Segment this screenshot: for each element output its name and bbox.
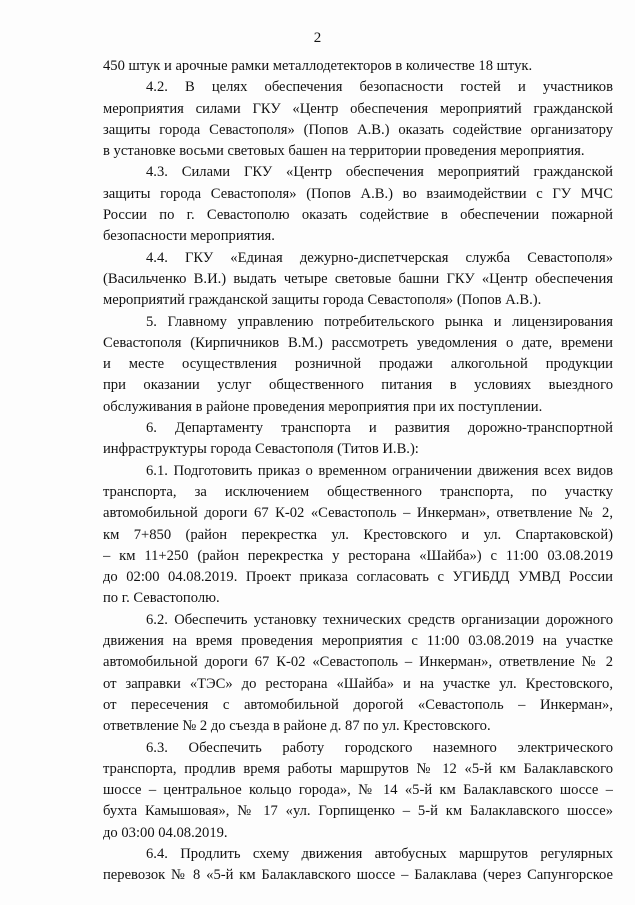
paragraph-p-6-3 bbox=[103, 738, 613, 844]
text-line: шоссе – центральное кольцо города», № 14 «5-й км Балаклавского шоссе – bbox=[103, 782, 613, 799]
paragraph-p-6-2 bbox=[103, 610, 613, 738]
text-line: 450 штук и арочные рамки металлодетекторов в количестве 18 штук. bbox=[103, 58, 533, 74]
text-line: транспорта, за исключением общественного транспорта, по участку bbox=[103, 483, 613, 500]
text-line: мероприятий гражданской защиты города Севастополя» (Попов А.В.). bbox=[103, 292, 542, 309]
paragraph-p-5 bbox=[103, 312, 613, 418]
text-line: автомобильной дороги 67 К-02 «Севастополь – Инкерман», ответвление № 2 bbox=[103, 654, 613, 671]
paragraph-p-6-1 bbox=[103, 461, 613, 610]
text-line: бухта Камышовая», № 17 «ул. Горпищенко – 5-й км Балаклавского шоссе» bbox=[103, 803, 613, 820]
text-line: 5. Главному управлению потребительского рынка и лицензирования bbox=[146, 313, 613, 330]
text-line: при оказании услуг общественного питания в условиях выездного bbox=[103, 377, 613, 394]
text-line: защиты города Севастополя» (Попов А.В.) оказать содействие организатору bbox=[103, 121, 613, 138]
text-line: инфраструктуры города Севастополя (Титов И.В.): bbox=[103, 441, 419, 458]
paragraph-p-4-4 bbox=[103, 248, 613, 312]
text-line: км 7+850 (район перекрестка ул. Крестовского и ул. Спартаковской) bbox=[103, 526, 613, 543]
text-line: (Васильченко В.И.) выдать четыре световые башни ГКУ «Центр обеспечения bbox=[103, 270, 613, 287]
text-line: 4.4. ГКУ «Единая дежурно-диспетчерская служба Севастополя» bbox=[146, 249, 613, 266]
document-body bbox=[103, 56, 613, 887]
text-line: Севастополя (Кирпичников В.М.) рассмотреть уведомления о дате, времени bbox=[103, 334, 613, 351]
text-line: транспорта, продлив время работы маршрутов № 12 «5-й км Балаклавского bbox=[103, 760, 613, 777]
text-line: от заправки «ТЭС» до ресторана «Шайба» и на участке ул. Крестовского, bbox=[103, 675, 613, 692]
text-line: мероприятия силами ГКУ «Центр обеспечения мероприятий гражданской bbox=[103, 100, 613, 117]
text-line: и месте осуществления розничной продажи алкогольной продукции bbox=[103, 356, 613, 373]
text-line: 6.3. Обеспечить работу городского наземного электрического bbox=[146, 739, 613, 756]
text-line: 6. Департаменту транспорта и развития дорожно-транспортной bbox=[146, 420, 613, 437]
text-line: 6.1. Подготовить приказ о временном ограничении движения всех видов bbox=[146, 462, 613, 479]
text-line: до 03:00 04.08.2019. bbox=[103, 824, 228, 841]
paragraph-p-4-3 bbox=[103, 162, 613, 247]
text-line: движения на время проведения мероприятия с 11:00 03.08.2019 на участке bbox=[103, 633, 613, 650]
paragraph-p-6-4 bbox=[103, 844, 613, 887]
text-line: до 02:00 04.08.2019. Проект приказа согласовать с УГИБДД УМВД России bbox=[103, 569, 613, 586]
text-line: 4.3. Силами ГКУ «Центр обеспечения мероприятий гражданской bbox=[146, 164, 613, 181]
text-line: по г. Севастополю. bbox=[103, 590, 220, 607]
text-line: в установке восьми световых башен на территории проведения мероприятия. bbox=[103, 143, 585, 160]
text-line: 4.2. В целях обеспечения безопасности гостей и участников bbox=[146, 79, 613, 96]
text-line: автомобильной дороги 67 К-02 «Севастополь – Инкерман», ответвление № 2, bbox=[103, 505, 613, 522]
paragraph-p-4-2 bbox=[103, 77, 613, 162]
text-line: защиты города Севастополя» (Попов А.В.) во взаимодействии с ГУ МЧС bbox=[103, 185, 613, 202]
paragraph-p-4-1-tail bbox=[103, 56, 613, 77]
page-number: 2 bbox=[313, 30, 322, 46]
text-line: перевозок № 8 «5-й км Балаклавского шоссе – Балаклава (через Сапунгорское bbox=[103, 867, 613, 884]
text-line: ответвление № 2 до съезда в районе д. 87 по ул. Крестовского. bbox=[103, 718, 491, 735]
text-line: 6.4. Продлить схему движения автобусных маршрутов регулярных bbox=[146, 845, 613, 862]
text-line: 6.2. Обеспечить установку технических средств организации дорожного bbox=[146, 611, 613, 628]
text-line: России по г. Севастополю оказать содействие в обеспечении пожарной bbox=[103, 207, 613, 224]
text-line: – км 11+250 (район перекрестка у ресторана «Шайба») с 11:00 03.08.2019 bbox=[103, 547, 613, 564]
text-line: от пересечения с автомобильной дорогой «Севастополь – Инкерман», bbox=[103, 696, 613, 713]
paragraph-p-6 bbox=[103, 418, 613, 461]
text-line: безопасности мероприятия. bbox=[103, 228, 275, 245]
text-line: обслуживания в районе проведения мероприятия при их поступлении. bbox=[103, 398, 543, 415]
